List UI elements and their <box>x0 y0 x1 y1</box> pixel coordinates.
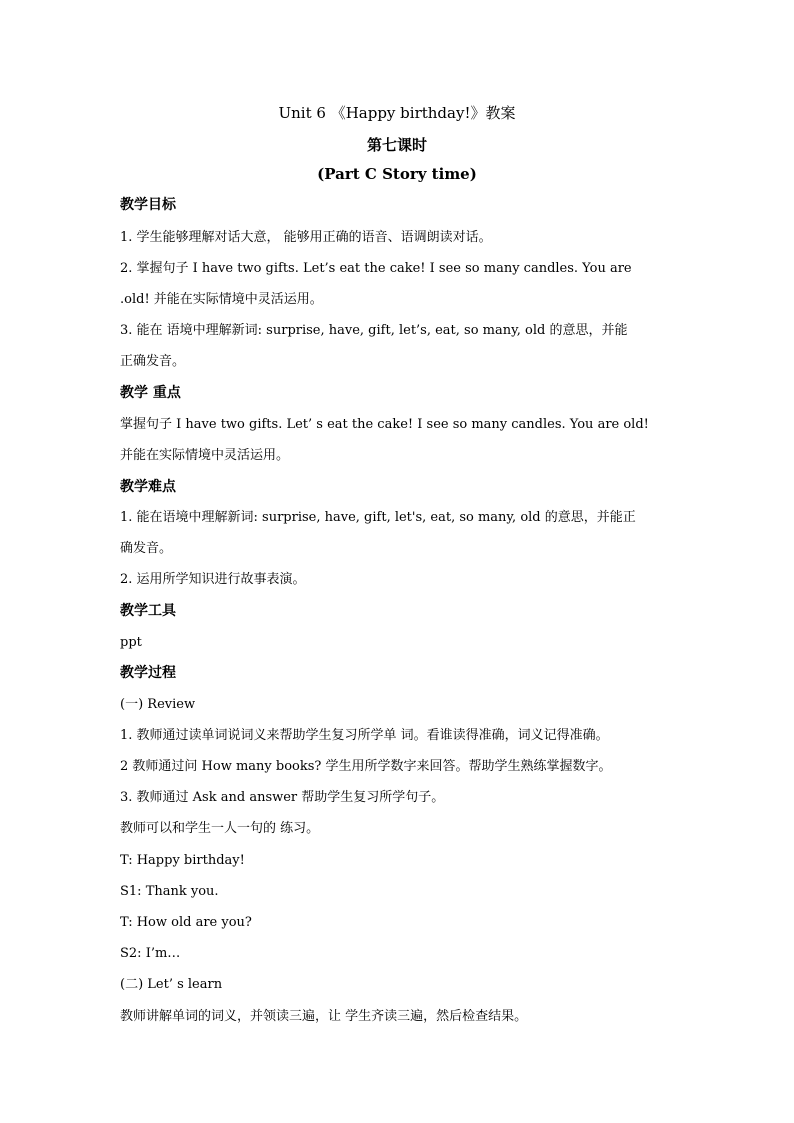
objective-line: .old! 并能在实际情境中灵活运用。 <box>120 292 323 307</box>
process-line: 教师讲解单词的词义，并领读三遍，让 学生齐读三遍，然后检查结果。 <box>120 1009 528 1024</box>
process-line: (二) Let’ s learn <box>120 977 223 992</box>
dialogue-line: T: How old are you? <box>120 915 252 930</box>
key-point-line: 并能在实际情境中灵活运用。 <box>120 448 290 463</box>
tools-text: ppt <box>120 635 142 650</box>
process-line: 1. 教师通过读单词说词义来帮助学生复习所学单 词。看谁读得准确，词义记得准确。 <box>120 728 609 743</box>
lesson-number: 第七课时 <box>366 136 427 154</box>
difficulty-line: 1. 能在语境中理解新词: surprise, have, gift, let's, eat, so many, old 的意思，并能正 <box>120 510 636 525</box>
objective-line: 2. 掌握句子 I have two gifts. Let’s eat the cake! I see so many candles. You are <box>120 261 632 276</box>
process-line: 教师可以和学生一人一句的 练习。 <box>120 821 320 836</box>
objective-line: 正确发音。 <box>120 354 186 369</box>
process-heading: 教学过程 <box>120 665 176 681</box>
objective-line: 1. 学生能够理解对话大意， 能够用正确的语音、语调朗读对话。 <box>120 230 492 245</box>
tools-heading: 教学工具 <box>120 603 176 619</box>
dialogue-line: S1: Thank you. <box>120 884 219 899</box>
process-line: (一) Review <box>120 697 196 712</box>
process-line: 2 教师通过问 How many books? 学生用所学数字来回答。帮助学生熟练掌握数字。 <box>120 759 612 774</box>
dialogue-line: S2: I’m… <box>120 946 181 961</box>
difficulty-line: 确发音。 <box>120 541 173 556</box>
process-line: 3. 教师通过 Ask and answer 帮助学生复习所学句子。 <box>120 790 445 805</box>
document-title: Unit 6 《Happy birthday!》教案 <box>278 104 516 122</box>
objective-line: 3. 能在 语境中理解新词: surprise, have, gift, let’s, eat, so many, old 的意思，并能 <box>120 323 628 338</box>
objectives-heading: 教学目标 <box>120 197 176 213</box>
dialogue-line: T: Happy birthday! <box>120 853 245 868</box>
lesson-part: (Part C Story time) <box>317 165 477 183</box>
key-point-line: 掌握句子 I have two gifts. Let’ s eat the cake! I see so many candles. You are old! <box>120 417 649 432</box>
difficulties-heading: 教学难点 <box>120 479 176 495</box>
difficulty-line: 2. 运用所学知识进行故事表演。 <box>120 572 306 587</box>
key-points-heading: 教学 重点 <box>120 385 181 401</box>
